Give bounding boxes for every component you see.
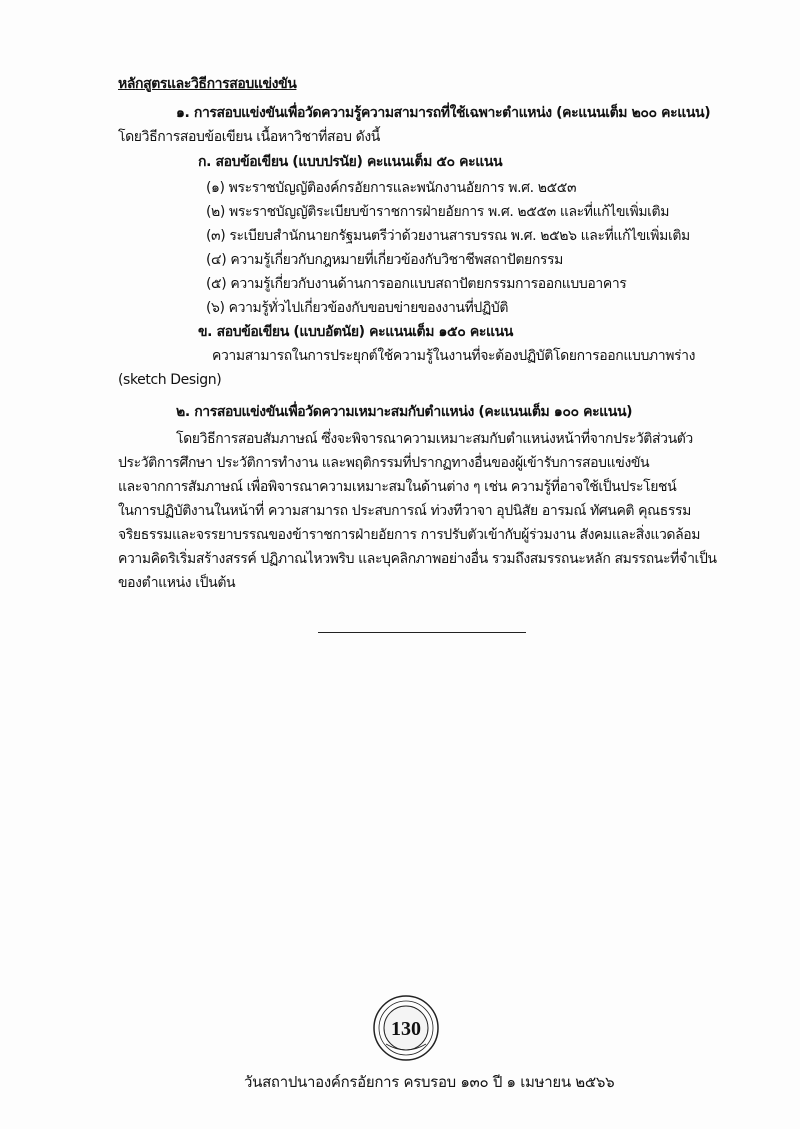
section2-line-1: โดยวิธีการสอบสัมภาษณ์ ซึ่งจะพิจารณาความเหมาะสมกับตำแหน่งหน้าที่จากประวัติส่วนตัว: [176, 431, 693, 447]
part-a-item-3: (๓) ระเบียบสำนักนายกรัฐมนตรีว่าด้วยงานสารบรรณ พ.ศ. ๒๕๒๖ และที่แก้ไขเพิ่มเติม: [206, 228, 690, 244]
section1-title: ๑. การสอบแข่งขันเพื่อวัดความรู้ความสามารถที่ใช้เฉพาะตำแหน่ง (คะแนนเต็ม ๒๐๐ คะแนน): [176, 105, 711, 121]
part-b-line-1: ความสามารถในการประยุกต์ใช้ความรู้ในงานที่จะต้องปฏิบัติโดยการออกแบบภาพร่าง: [212, 348, 696, 364]
section2-line-5: จริยธรรมและจรรยาบรรณของข้าราชการฝ่ายอัยการ การปรับตัวเข้ากับผู้ร่วมงาน สังคมและสิ่งแวดล้อม: [118, 527, 701, 543]
section1-part-b-title: ข. สอบข้อเขียน (แบบอัตนัย) คะแนนเต็ม ๑๕๐ คะแนน: [198, 324, 513, 340]
end-divider: [318, 632, 526, 633]
part-a-item-4: (๔) ความรู้เกี่ยวกับกฎหมายที่เกี่ยวข้องกับวิชาชีพสถาปัตยกรรม: [206, 252, 563, 268]
part-a-item-2: (๒) พระราชบัญญัติระเบียบข้าราชการฝ่ายอัยการ พ.ศ. ๒๕๕๓ และที่แก้ไขเพิ่มเติม: [206, 204, 670, 220]
part-a-item-1: (๑) พระราชบัญญัติองค์กรอัยการและพนักงานอัยการ พ.ศ. ๒๕๕๓: [206, 180, 577, 196]
section1-intro: โดยวิธีการสอบข้อเขียน เนื้อหาวิชาที่สอบ ดังนี้: [118, 129, 380, 145]
anniversary-seal-icon: [372, 994, 440, 1062]
section2-title: ๒. การสอบแข่งขันเพื่อวัดความเหมาะสมกับตำแหน่ง (คะแนนเต็ม ๑๐๐ คะแนน): [176, 404, 633, 420]
footer-caption: วันสถาปนาองค์กรอัยการ ครบรอบ ๑๓๐ ปี ๑ เมษายน ๒๕๖๖: [244, 1073, 615, 1091]
document-heading: หลักสูตรและวิธีการสอบแข่งขัน: [118, 76, 297, 92]
section2-line-6: ความคิดริเริ่มสร้างสรรค์ ปฏิภาณไหวพริบ และบุคลิกภาพอย่างอื่น รวมถึงสมรรถนะหลัก สมรรถนะที่จำเป็น: [118, 551, 717, 567]
part-a-item-6: (๖) ความรู้ทั่วไปเกี่ยวข้องกับขอบข่ายของงานที่ปฏิบัติ: [206, 300, 509, 316]
part-b-line-2: (sketch Design): [118, 372, 222, 388]
part-a-item-5: (๕) ความรู้เกี่ยวกับงานด้านการออกแบบสถาปัตยกรรมการออกแบบอาคาร: [206, 276, 627, 292]
section2-line-7: ของตำแหน่ง เป็นต้น: [118, 575, 236, 591]
section2-line-4: ในการปฏิบัติงานในหน้าที่ ความสามารถ ประสบการณ์ ท่วงทีวาจา อุปนิสัย อารมณ์ ทัศนคติ คุณธรรม: [118, 503, 691, 519]
section2-line-3: และจากการสัมภาษณ์ เพื่อพิจารณาความเหมาะสมในด้านต่าง ๆ เช่น ความรู้ที่อาจใช้เป็นประโยชน์: [118, 479, 677, 495]
seal-logo-text: 130: [391, 1018, 421, 1040]
section2-line-2: ประวัติการศึกษา ประวัติการทำงาน และพฤติกรรมที่ปรากฏทางอื่นของผู้เข้ารับการสอบแข่งขัน: [118, 455, 650, 471]
section1-part-a-title: ก. สอบข้อเขียน (แบบปรนัย) คะแนนเต็ม ๕๐ คะแนน: [198, 154, 503, 170]
